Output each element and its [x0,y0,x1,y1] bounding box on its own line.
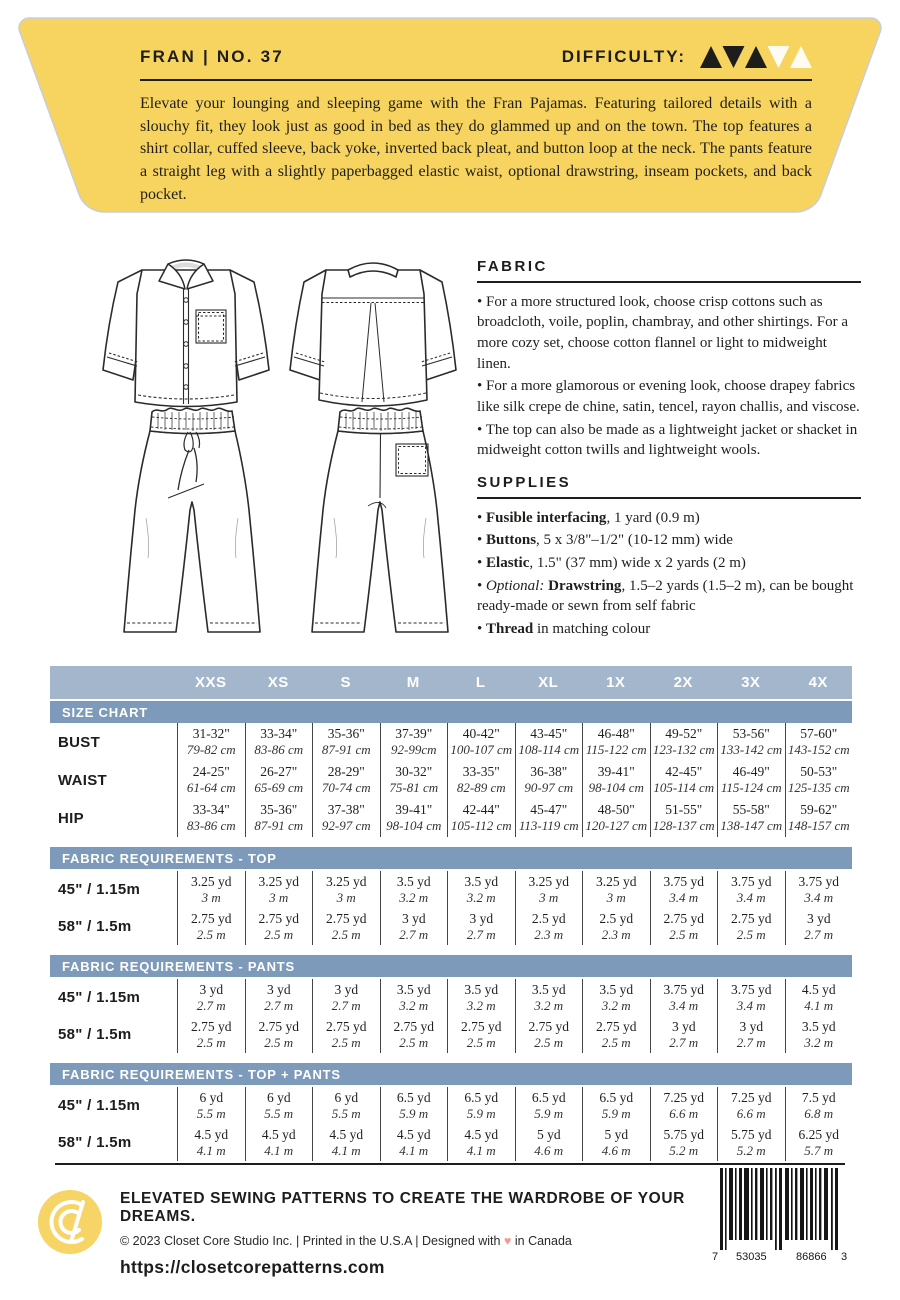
fabric-rule [477,281,861,283]
value-cell: 2.75 yd 2.5 m [447,1016,515,1053]
size-column-header: L [475,674,486,691]
fabric-heading: FABRIC [477,258,548,275]
value-cell: 3.5 yd 3.2 m [785,1016,853,1053]
value-cell: 3.75 yd 3.4 m [717,979,785,1016]
value-cell: 2.75 yd 2.5 m [380,1016,448,1053]
value-cell: 2.75 yd 2.5 m [177,1016,245,1053]
size-column-header: M [406,674,420,691]
value-cell: 3.75 yd 3.4 m [785,871,853,908]
value-cell: 2.75 yd 2.5 m [312,1016,380,1053]
value-cell: 3 yd 2.7 m [312,979,380,1016]
value-cell: 45-47" 113-119 cm [515,799,583,837]
value-cell: 3.5 yd 3.2 m [515,979,583,1016]
difficulty-filled-triangle-icon [700,46,722,68]
supplies-heading: SUPPLIES [477,474,572,491]
row-label: 45" / 1.15m [58,989,141,1006]
value-cell: 51-55" 128-137 cm [650,799,718,837]
size-column-header: 2X [673,674,693,691]
barcode-digit-2: 53035 [736,1251,767,1263]
size-column-header: XL [538,674,559,691]
difficulty-empty-triangle-icon [790,46,812,68]
value-cell: 3 yd 2.7 m [447,908,515,945]
row-label: 45" / 1.15m [58,881,141,898]
value-cell: 6.5 yd 5.9 m [447,1087,515,1124]
value-cell: 7.25 yd 6.6 m [650,1087,718,1124]
value-cell: 4.5 yd 4.1 m [447,1124,515,1161]
value-cell: 46-49" 115-124 cm [717,761,785,799]
req-top-pants-band: FABRIC REQUIREMENTS - TOP + PANTS [50,1063,852,1085]
value-cell: 2.5 yd 2.3 m [515,908,583,945]
value-cell: 3 yd 2.7 m [245,979,313,1016]
copyright-text-end: in Canada [511,1234,572,1248]
value-cell: 5 yd 4.6 m [582,1124,650,1161]
footer-rule [55,1163,845,1165]
pants-front-drawing [112,398,270,648]
size-column-header: 3X [741,674,761,691]
value-cell: 35-36" 87-91 cm [245,799,313,837]
banner [140,44,812,207]
value-cell: 5 yd 4.6 m [515,1124,583,1161]
value-cell: 4.5 yd 4.1 m [312,1124,380,1161]
value-cell: 2.75 yd 2.5 m [312,908,380,945]
value-cell: 2.75 yd 2.5 m [245,908,313,945]
supplies-item: • Optional: Drawstring, 1.5–2 yards (1.5–2 m), can be bought ready-made or sewn from self fabric [477,576,861,617]
value-cell: 30-32" 75-81 cm [380,761,448,799]
req-pants-rows [50,979,852,1053]
value-cell: 3 yd 2.7 m [785,908,853,945]
value-cell: 5.75 yd 5.2 m [717,1124,785,1161]
copyright-text: © 2023 Closet Core Studio Inc. | Printed in the U.S.A | Designed with [120,1234,504,1248]
value-cell: 3.5 yd 3.2 m [380,979,448,1016]
size-column-header: XS [267,674,289,691]
size-chart-row [50,761,852,799]
charts [50,666,852,1161]
value-cell: 50-53" 125-135 cm [785,761,853,799]
supplies-item: • Thread in matching colour [477,619,861,640]
value-cell: 42-45" 105-114 cm [650,761,718,799]
value-cell: 33-34" 83-86 cm [245,723,313,761]
size-columns-header [50,666,852,701]
barcode [712,1168,848,1268]
pattern-title: FRAN | NO. 37 [140,47,284,66]
pants-back-drawing [300,398,458,648]
value-cell: 59-62" 148-157 cm [785,799,853,837]
value-cell: 6.5 yd 5.9 m [582,1087,650,1124]
value-cell: 3.25 yd 3 m [312,871,380,908]
difficulty-triangles-icon [700,46,812,68]
difficulty-empty-triangle-icon [768,46,790,68]
value-cell: 24-25" 61-64 cm [177,761,245,799]
row-label: 45" / 1.15m [58,1097,141,1114]
value-cell: 3.25 yd 3 m [515,871,583,908]
supplies-section [477,474,861,642]
value-cell: 4.5 yd 4.1 m [380,1124,448,1161]
value-cell: 35-36" 87-91 cm [312,723,380,761]
value-cell: 3.25 yd 3 m [177,871,245,908]
value-cell: 3.25 yd 3 m [245,871,313,908]
difficulty-filled-triangle-icon [723,46,745,68]
req-top-rows [50,871,852,945]
value-cell: 6 yd 5.5 m [177,1087,245,1124]
value-cell: 39-41" 98-104 cm [582,761,650,799]
barcode-digit-3: 86866 [796,1251,827,1263]
value-cell: 53-56" 133-142 cm [717,723,785,761]
value-cell: 6 yd 5.5 m [245,1087,313,1124]
value-cell: 2.5 yd 2.3 m [582,908,650,945]
fabric-bullets [477,292,861,462]
footer [120,1190,690,1278]
value-cell: 31-32" 79-82 cm [177,723,245,761]
value-cell: 3.75 yd 3.4 m [717,871,785,908]
fabric-bullet: • For a more glamorous or evening look, choose drapey fabrics like silk crepe de chine, satin, tencel, rayon challis, and viscose. [477,376,861,417]
value-cell: 2.75 yd 2.5 m [245,1016,313,1053]
value-cell: 2.75 yd 2.5 m [177,908,245,945]
size-chart-row [50,723,852,761]
value-cell: 6.25 yd 5.7 m [785,1124,853,1161]
value-cell: 6.5 yd 5.9 m [380,1087,448,1124]
size-column-header: 1X [606,674,626,691]
value-cell: 48-50" 120-127 cm [582,799,650,837]
value-cell: 4.5 yd 4.1 m [177,1124,245,1161]
fabric-bullet: • For a more structured look, choose crisp cottons such as broadcloth, voile, poplin, chambray, and other shirtings. For a more cozy set, choose cotton flannel or light to midweight linen. [477,292,861,375]
req-top-pants-rows [50,1087,852,1161]
footer-copyright [120,1234,690,1248]
value-cell: 2.75 yd 2.5 m [650,908,718,945]
req-pants-band: FABRIC REQUIREMENTS - PANTS [50,955,852,977]
value-cell: 7.25 yd 6.6 m [717,1087,785,1124]
value-cell: 37-39" 92-99cm [380,723,448,761]
value-cell: 3 yd 2.7 m [177,979,245,1016]
footer-tagline: ELEVATED SEWING PATTERNS TO CREATE THE WARDROBE OF YOUR DREAMS. [120,1190,685,1225]
value-cell: 4.5 yd 4.1 m [785,979,853,1016]
row-label: HIP [58,809,84,827]
value-cell: 37-38" 92-97 cm [312,799,380,837]
row-label: 58" / 1.5m [58,918,132,935]
value-cell: 33-34" 83-86 cm [177,799,245,837]
value-cell: 3.75 yd 3.4 m [650,979,718,1016]
value-cell: 42-44" 105-112 cm [447,799,515,837]
value-cell: 26-27" 65-69 cm [245,761,313,799]
supplies-rule [477,497,861,499]
value-cell: 3.5 yd 3.2 m [447,979,515,1016]
req-top-pants-row [50,1087,852,1124]
closet-core-logo-icon [36,1188,104,1256]
value-cell: 3.5 yd 3.2 m [380,871,448,908]
supplies-item: • Buttons, 5 x 3/8"–1/2" (10-12 mm) wide [477,530,861,551]
size-column-header: S [340,674,351,691]
value-cell: 40-42" 100-107 cm [447,723,515,761]
row-label: 58" / 1.5m [58,1026,132,1043]
value-cell: 57-60" 143-152 cm [785,723,853,761]
size-column-header: 4X [808,674,828,691]
difficulty [562,46,812,68]
fabric-section [477,258,861,463]
req-top-pants-row [50,1124,852,1161]
pattern-description: Elevate your lounging and sleeping game with the Fran Pajamas. Featuring tailored details with a slouchy fit, they look just as good in bed as they do glammed up and on the town. The top features a shirt collar, cuffed sleeve, back yoke, inverted back pleat, and button loop at the neck. The pants feature a straight leg with a slightly paperbagged elastic waist, optional drawstring, inseam pockets, and back pocket. [140,95,812,203]
value-cell: 46-48" 115-122 cm [582,723,650,761]
footer-url: https://closetcorepatterns.com [120,1257,385,1277]
row-label: 58" / 1.5m [58,1134,132,1151]
req-pants-row [50,979,852,1016]
value-cell: 28-29" 70-74 cm [312,761,380,799]
value-cell: 2.75 yd 2.5 m [515,1016,583,1053]
value-cell: 6 yd 5.5 m [312,1087,380,1124]
value-cell: 5.75 yd 5.2 m [650,1124,718,1161]
req-top-band: FABRIC REQUIREMENTS - TOP [50,847,852,869]
heart-icon: ♥ [503,1234,512,1248]
row-label: BUST [58,733,101,751]
value-cell: 49-52" 123-132 cm [650,723,718,761]
req-pants-row [50,1016,852,1053]
value-cell: 36-38" 90-97 cm [515,761,583,799]
value-cell: 3 yd 2.7 m [380,908,448,945]
value-cell: 33-35" 82-89 cm [447,761,515,799]
size-chart-rows [50,723,852,837]
barcode-digit-1: 7 [712,1251,719,1263]
difficulty-filled-triangle-icon [745,46,767,68]
value-cell: 3.5 yd 3.2 m [447,871,515,908]
value-cell: 3.5 yd 3.2 m [582,979,650,1016]
supplies-item: • Fusible interfacing, 1 yard (0.9 m) [477,508,861,529]
value-cell: 3.75 yd 3.4 m [650,871,718,908]
value-cell: 2.75 yd 2.5 m [717,908,785,945]
barcode-digit-4: 3 [841,1251,848,1263]
value-cell: 3.25 yd 3 m [582,871,650,908]
value-cell: 7.5 yd 6.8 m [785,1087,853,1124]
size-chart-row [50,799,852,837]
req-top-row [50,908,852,945]
supplies-items [477,508,861,640]
supplies-item: • Elastic, 1.5" (37 mm) wide x 2 yards (2 m) [477,553,861,574]
banner-rule [140,79,812,81]
difficulty-label: DIFFICULTY: [561,47,686,66]
row-label: WAIST [58,771,107,789]
req-top-row [50,871,852,908]
value-cell: 43-45" 108-114 cm [515,723,583,761]
value-cell: 4.5 yd 4.1 m [245,1124,313,1161]
value-cell: 2.75 yd 2.5 m [582,1016,650,1053]
value-cell: 6.5 yd 5.9 m [515,1087,583,1124]
value-cell: 39-41" 98-104 cm [380,799,448,837]
value-cell: 3 yd 2.7 m [650,1016,718,1053]
value-cell: 55-58" 138-147 cm [717,799,785,837]
value-cell: 3 yd 2.7 m [717,1016,785,1053]
fabric-bullet: • The top can also be made as a lightweight jacket or shacket in midweight cotton twills and lightweight wools. [477,420,861,461]
size-chart-band: SIZE CHART [50,701,852,723]
size-column-header: XXS [194,674,227,691]
